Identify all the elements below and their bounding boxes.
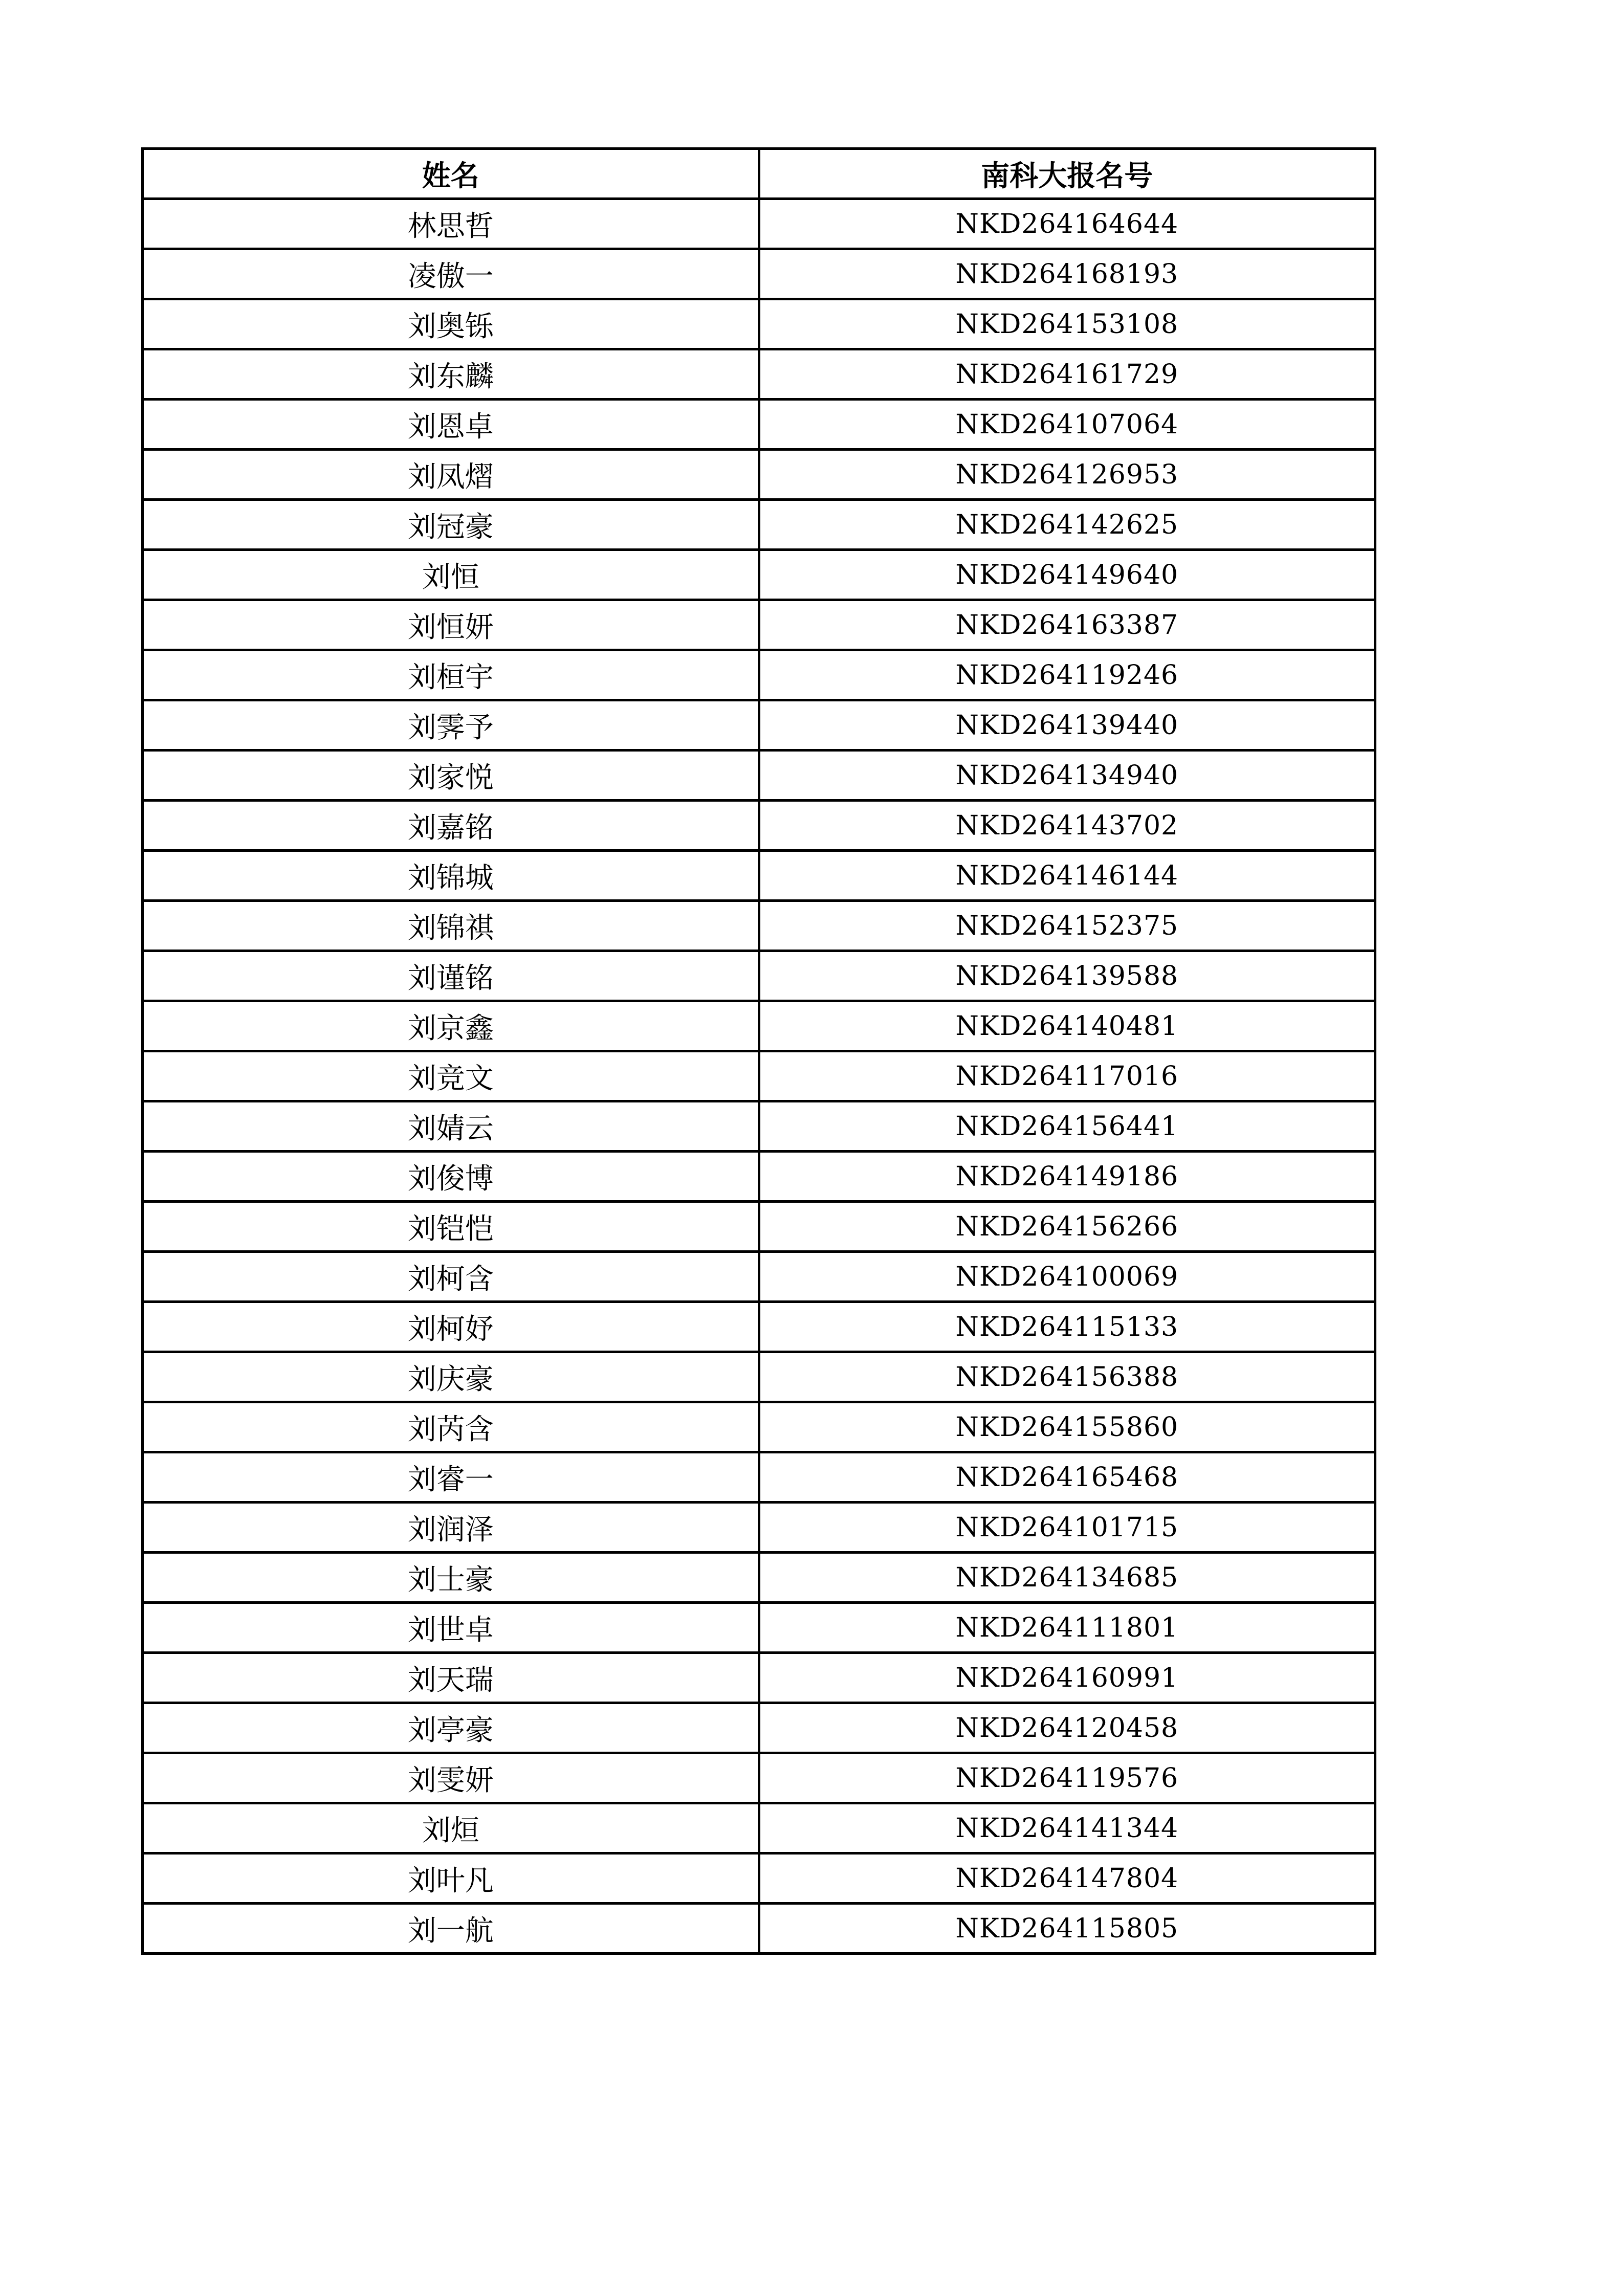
cell-registration-number: NKD264156441	[759, 1101, 1375, 1152]
cell-name: 林思哲	[143, 199, 759, 249]
cell-name: 刘柯妤	[143, 1302, 759, 1352]
table-row	[143, 600, 1375, 650]
cell-name: 刘柯含	[143, 1252, 759, 1302]
cell-registration-number: NKD264141344	[759, 1803, 1375, 1853]
cell-registration-number: NKD264147804	[759, 1853, 1375, 1904]
table-row	[143, 450, 1375, 500]
table-row	[143, 1452, 1375, 1503]
header-row	[143, 149, 1375, 199]
cell-name: 刘烜	[143, 1803, 759, 1853]
table-row	[143, 1252, 1375, 1302]
table-row	[143, 1202, 1375, 1252]
cell-registration-number: NKD264165468	[759, 1452, 1375, 1503]
table-row	[143, 199, 1375, 249]
cell-name: 刘锦祺	[143, 901, 759, 951]
cell-registration-number: NKD264146144	[759, 851, 1375, 901]
cell-registration-number: NKD264117016	[759, 1051, 1375, 1101]
cell-name: 刘俊博	[143, 1152, 759, 1202]
cell-registration-number: NKD264119246	[759, 650, 1375, 700]
cell-name: 刘奥铄	[143, 299, 759, 349]
cell-name: 刘桓宇	[143, 650, 759, 700]
table-row	[143, 1302, 1375, 1352]
cell-name: 刘世卓	[143, 1603, 759, 1653]
cell-name: 刘恩卓	[143, 400, 759, 450]
table-row	[143, 1101, 1375, 1152]
cell-registration-number: NKD264107064	[759, 400, 1375, 450]
cell-registration-number: NKD264139588	[759, 951, 1375, 1001]
cell-registration-number: NKD264140481	[759, 1001, 1375, 1051]
cell-name: 刘霁予	[143, 700, 759, 750]
table-row	[143, 851, 1375, 901]
cell-registration-number: NKD264161729	[759, 349, 1375, 400]
cell-registration-number: NKD264115133	[759, 1302, 1375, 1352]
column-header-name: 姓名	[143, 149, 759, 199]
cell-registration-number: NKD264111801	[759, 1603, 1375, 1653]
cell-name: 刘润泽	[143, 1503, 759, 1553]
cell-name: 凌傲一	[143, 249, 759, 299]
column-header-registration-number: 南科大报名号	[759, 149, 1375, 199]
cell-registration-number: NKD264126953	[759, 450, 1375, 500]
cell-registration-number: NKD264142625	[759, 500, 1375, 550]
table-row	[143, 500, 1375, 550]
table-row	[143, 550, 1375, 600]
table-row	[143, 1402, 1375, 1452]
table-row	[143, 700, 1375, 750]
cell-registration-number: NKD264149186	[759, 1152, 1375, 1202]
table-row	[143, 1503, 1375, 1553]
cell-name: 刘东麟	[143, 349, 759, 400]
cell-name: 刘凤熠	[143, 450, 759, 500]
table-row	[143, 249, 1375, 299]
cell-name: 刘谨铭	[143, 951, 759, 1001]
cell-registration-number: NKD264168193	[759, 249, 1375, 299]
cell-name: 刘芮含	[143, 1402, 759, 1452]
cell-registration-number: NKD264155860	[759, 1402, 1375, 1452]
cell-registration-number: NKD264139440	[759, 700, 1375, 750]
cell-name: 刘睿一	[143, 1452, 759, 1503]
cell-name: 刘京鑫	[143, 1001, 759, 1051]
cell-registration-number: NKD264149640	[759, 550, 1375, 600]
table-row	[143, 1001, 1375, 1051]
cell-name: 刘家悦	[143, 750, 759, 801]
table-row	[143, 801, 1375, 851]
table-row	[143, 1653, 1375, 1703]
cell-name: 刘庆豪	[143, 1352, 759, 1402]
table-row	[143, 1603, 1375, 1653]
table-row	[143, 400, 1375, 450]
table-row	[143, 1853, 1375, 1904]
cell-name: 刘冠豪	[143, 500, 759, 550]
cell-name: 刘雯妍	[143, 1753, 759, 1803]
cell-name: 刘嘉铭	[143, 801, 759, 851]
table-row	[143, 1352, 1375, 1402]
table-row	[143, 1051, 1375, 1101]
table-row	[143, 349, 1375, 400]
cell-name: 刘士豪	[143, 1553, 759, 1603]
table-row	[143, 650, 1375, 700]
cell-registration-number: NKD264115805	[759, 1904, 1375, 1954]
cell-registration-number: NKD264119576	[759, 1753, 1375, 1803]
table-row	[143, 901, 1375, 951]
cell-name: 刘亭豪	[143, 1703, 759, 1753]
cell-registration-number: NKD264156388	[759, 1352, 1375, 1402]
cell-registration-number: NKD264101715	[759, 1503, 1375, 1553]
cell-name: 刘天瑞	[143, 1653, 759, 1703]
table-row	[143, 1152, 1375, 1202]
cell-registration-number: NKD264134685	[759, 1553, 1375, 1603]
table-row	[143, 951, 1375, 1001]
table-row	[143, 1904, 1375, 1954]
cell-registration-number: NKD264164644	[759, 199, 1375, 249]
cell-name: 刘铠恺	[143, 1202, 759, 1252]
cell-registration-number: NKD264143702	[759, 801, 1375, 851]
cell-name: 刘锦城	[143, 851, 759, 901]
cell-registration-number: NKD264120458	[759, 1703, 1375, 1753]
table-row	[143, 1703, 1375, 1753]
table-row	[143, 1753, 1375, 1803]
table-row	[143, 299, 1375, 349]
table-row	[143, 1803, 1375, 1853]
cell-registration-number: NKD264152375	[759, 901, 1375, 951]
cell-name: 刘叶凡	[143, 1853, 759, 1904]
table-row	[143, 1553, 1375, 1603]
cell-registration-number: NKD264134940	[759, 750, 1375, 801]
cell-name: 刘竞文	[143, 1051, 759, 1101]
table-body	[143, 199, 1375, 1954]
cell-registration-number: NKD264160991	[759, 1653, 1375, 1703]
table-row	[143, 750, 1375, 801]
cell-registration-number: NKD264156266	[759, 1202, 1375, 1252]
cell-name: 刘婧云	[143, 1101, 759, 1152]
cell-name: 刘恒	[143, 550, 759, 600]
cell-registration-number: NKD264153108	[759, 299, 1375, 349]
cell-registration-number: NKD264163387	[759, 600, 1375, 650]
cell-name: 刘恒妍	[143, 600, 759, 650]
cell-name: 刘一航	[143, 1904, 759, 1954]
cell-registration-number: NKD264100069	[759, 1252, 1375, 1302]
registration-table	[141, 147, 1376, 1955]
